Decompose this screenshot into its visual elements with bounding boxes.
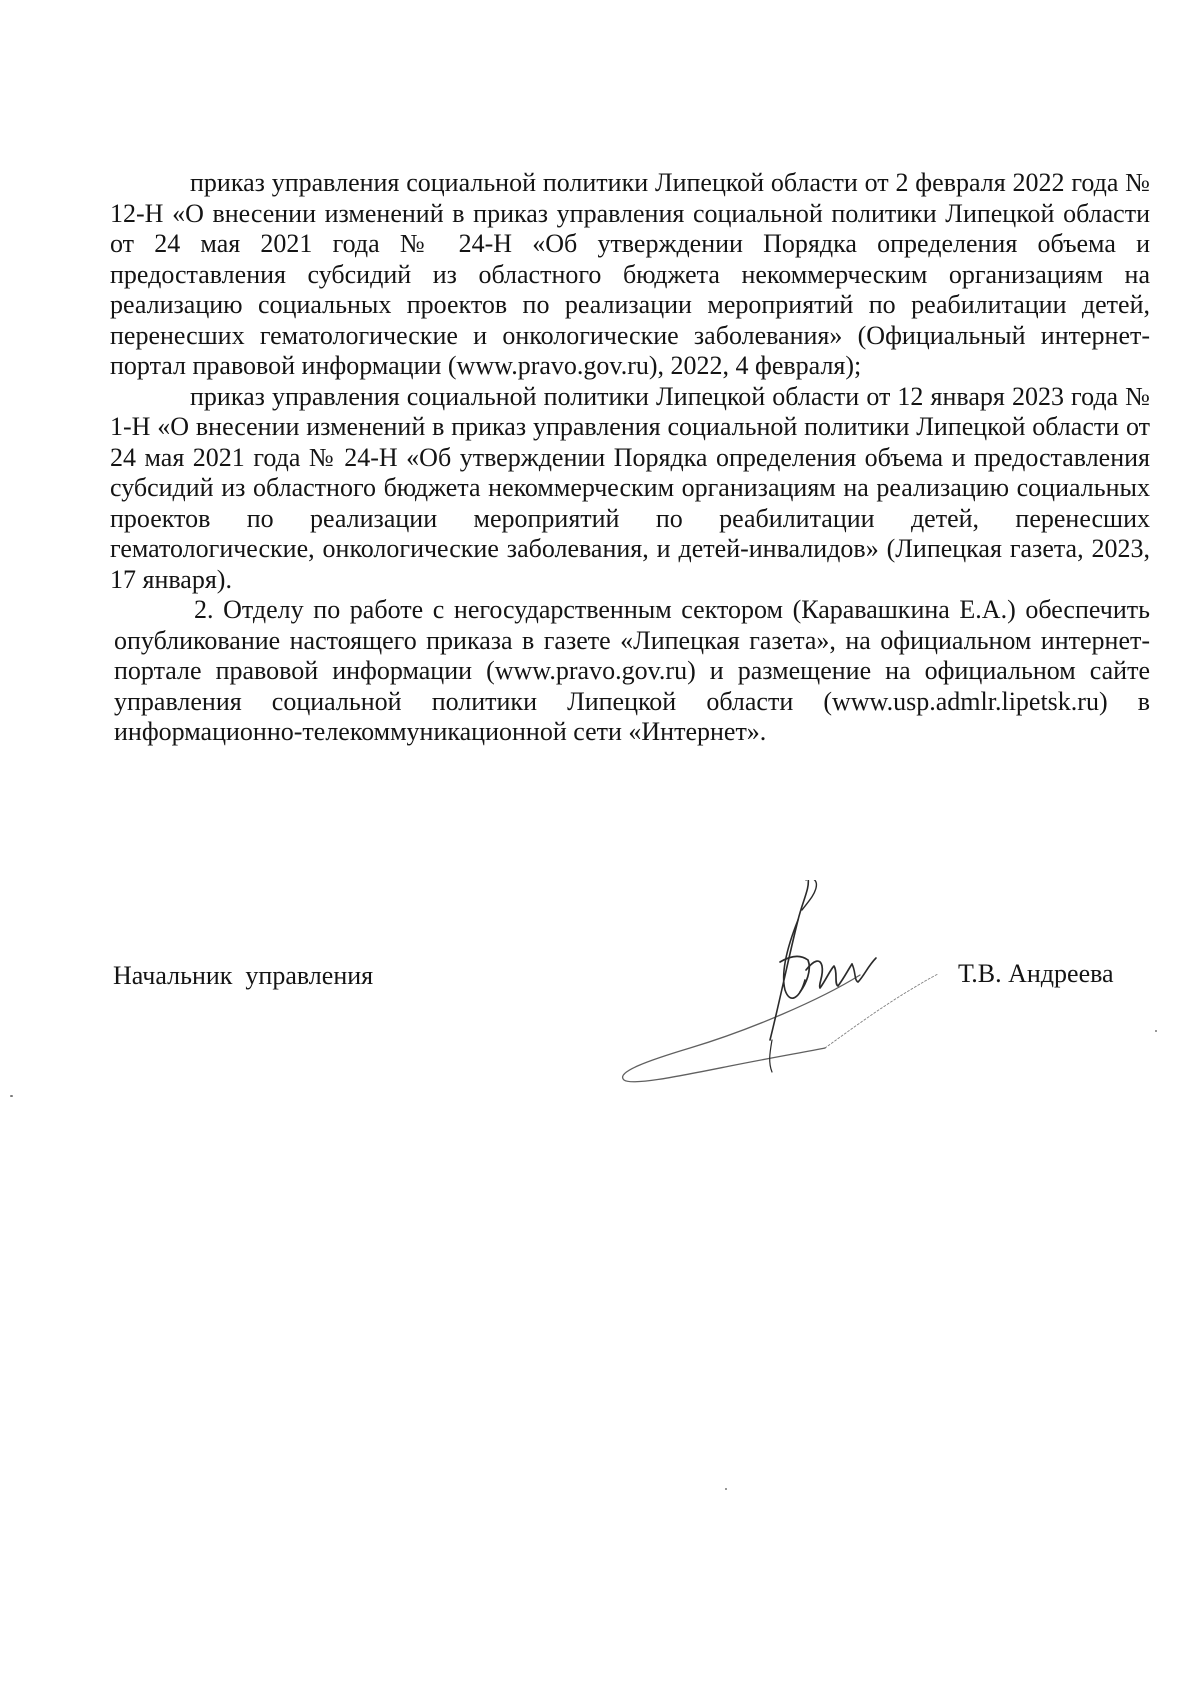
- document-body: [110, 168, 1150, 748]
- handwritten-signature: [620, 880, 950, 1090]
- paragraph-prikaz-2022: приказ управления социальной политики Липецкой области от 2 февраля 2022 года № 12-Н «О внесении изменений в приказ управления социальной политики Липецкой области от 24 мая 2021 года № 24-Н «Об утверждении Порядка определения объема и предоставления субсидий из областного бюджета некоммерческим организациям на реализацию социальных проектов по реализации мероприятий по реабилитации детей, перенесших гематологические и онкологические заболевания» (Официальный интернет-портал правовой информации (www.pravo.gov.ru), 2022, 4 февраля);: [110, 168, 1150, 380]
- paragraph-publication-order: 2. Отделу по работе с негосударственным сектором (Каравашкина Е.А.) обеспечить опубликование настоящего приказа в газете «Липецкая газета», на официальном интернет-портале правовой информации (www.pravo.gov.ru) и размещение на официальном сайте управления социальной политики Липецкой области (www.usp.admlr.lipetsk.ru) в информационно-телекоммуникационной сети «Интернет».: [114, 595, 1150, 746]
- signer-name: Т.В. Андреева: [958, 959, 1114, 988]
- scan-speck: [1155, 1030, 1157, 1032]
- signer-position: Начальник управления: [113, 961, 374, 990]
- scan-speck: [725, 1488, 727, 1490]
- scan-speck: [10, 1095, 13, 1097]
- paragraph-prikaz-2023: приказ управления социальной политики Липецкой области от 12 января 2023 года № 1-Н «О внесении изменений в приказ управления социальной политики Липецкой области от 24 мая 2021 года № 24-Н «Об утверждении Порядка определения объема и предоставления субсидий из областного бюджета некоммерческим организациям на реализацию социальных проектов по реализации мероприятий по реабилитации детей, перенесших гематологические, онкологические заболевания, и детей-инвалидов» (Липецкая газета, 2023, 17 января).: [110, 381, 1150, 594]
